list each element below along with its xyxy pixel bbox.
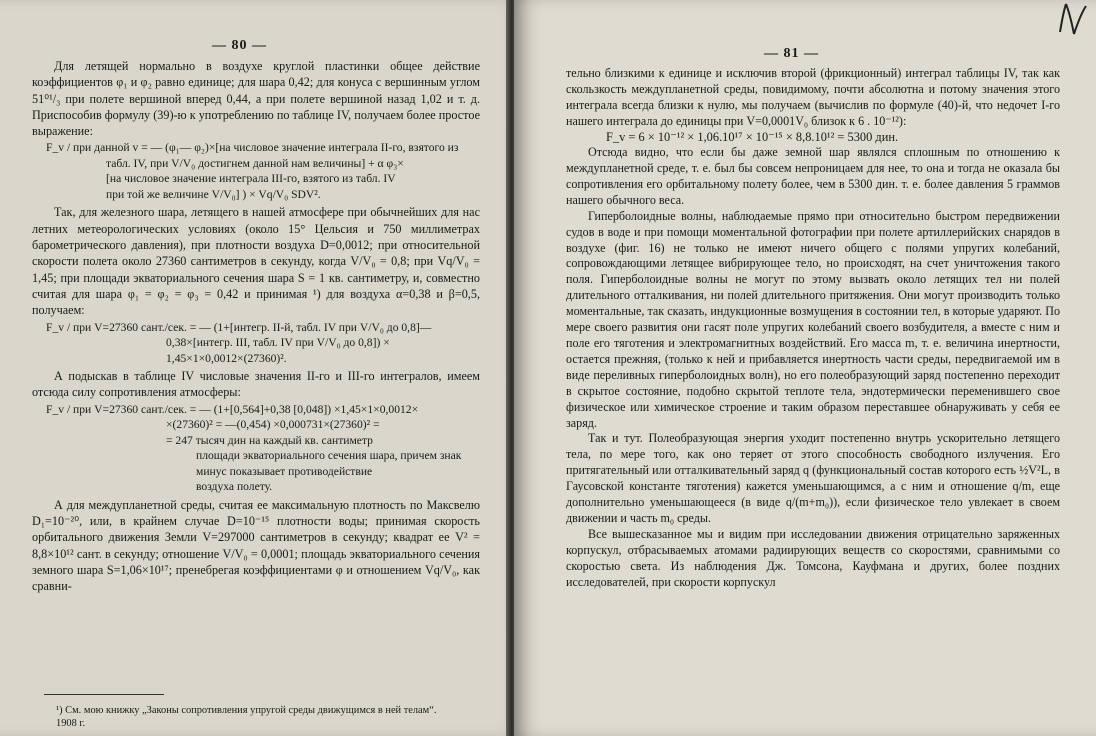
formula-block: [32, 402, 480, 495]
formula-line: при той же величине V/V₀] ) × Vq/V₀ SDV².: [106, 187, 321, 201]
paragraph: А подыскав в таблице IV числовые значения II-го и III-го интегралов, имеем отсюда силу сопротивления атмосферы:: [32, 369, 480, 400]
right-page-body: [566, 66, 1060, 591]
left-page-body: [32, 58, 480, 594]
formula-line: 1,45×1×0,0012×(27360)².: [166, 351, 287, 365]
left-page: [0, 0, 524, 736]
pen-mark-icon: [1052, 2, 1092, 36]
paragraph: Так, для железного шара, летящего в нашей атмосфере при обычнейших для нас летних метеорологических условиях (около 15° Цельсия и 750 миллиметрах барометрического давления), при плотности воздуха D=0,0012; при относительной скорости полета около 27360 сантиметров в секунду, когда V/V₀ = 0,8; при Vq/V₀ = 1,45; при площади экваториального сечения шара S = 1 кв. сантиметру, и, совместно считая для шара φ₁ = φ₂ = φ₃ = 0,42 и принимая ¹) для воздуха α=0,38 и β=0,5, получаем:: [32, 205, 480, 318]
paragraph: Все вышесказанное мы и видим при исследовании движения отрицательно заряженных корпускул, отбрасываемых атомами радиирующих веществ со скоростями, сравнимыми со скоростью света. Из наблюдения Дж. Томсона, Кауфмана и других, более поздних исследователей, при скорости корпускул: [566, 526, 1060, 589]
formula-line: табл. IV, при V/V₀ достигнем данной нам величины] + α φ₃×: [106, 156, 404, 170]
page-number: — 81 —: [764, 46, 819, 61]
footnote: ¹) См. мою книжку „Законы сопротивления упругой среды движущимся в ней телам“. 1908 г.: [56, 705, 437, 729]
formula-line: F_v = 6 × 10⁻¹² × 1,06.10¹⁷ × 10⁻¹⁵ × 8,8.10¹² = 5300 дин.: [606, 129, 899, 144]
formula-line: воздуха полету.: [196, 480, 273, 494]
formula-line: = 247 тысяч дин на каждый кв. сантиметр: [166, 433, 373, 447]
formula-line: 0,38×[интегр. III, табл. IV при V/V₀ до 0,8]) ×: [166, 336, 390, 350]
formula-line: F_v / при V=27360 сант./сек. = — (1+[интегр. II-й, табл. IV при V/V₀ до 0,8]—: [46, 320, 432, 334]
footnote-divider: [44, 694, 164, 695]
paragraph: Для летящей нормально в воздухе круглой пластинки общее действие коэффициентов φ₁ и φ₂ равно единице; для шара 0,42; для конуса с вершинным углом 51⁰¹/₃ при полете вершиной вперед 0,44, а при полете вершиной назад 1,02 и т. д. Приспособив формулу (39)-ю к употреблению по таблице IV, получаем более простое выражение:: [32, 59, 480, 139]
formula-line: [на числовое значение интеграла III-го, взятого из табл. IV: [106, 172, 396, 186]
paragraph: тельно близкими к единице и исключив второй (фрикционный) интеграл таблицы IV, так как скользкость междупланетной среды, повидимому, почти абсолютна и потому значения этого интеграла всегда близки к нулю, мы получаем (вычислив по формуле (40)-й, что недочет I-го нашего интеграла до единицы при V=0,0001V₀ близок к 6 . 10⁻¹²):: [566, 66, 1060, 128]
paragraph: Так и тут. Полеобразующая энергия уходит постепенно внутрь ускорительно летящего тела, по мере того, как оно теряет от этого способность свободного излучения. Его притягательный или отталкивательный заряд q (функциональный состав которого есть ½V²L, в Гаусовской константе тяготения) кажется уменьшающимся, а с ним и отношение q/m, еще дополнительно уменьшающееся (в виде q/(m+m₀)), если физическое тело увлекает в своем движении и часть m₀ среды.: [566, 431, 1060, 525]
paragraph: Отсюда видно, что если бы даже земной шар являлся сплошным по отношению к междупланетной среде, т. е. был бы совсем непроницаем для нее, то она и тогда не оказала бы сопротивления его орбитальному полету более, чем в 5300 дин. т. е. более давления 5 граммов нашего обычного веса.: [566, 145, 1060, 207]
formula-line: площади экваториального сечения шара, причем знак минус показывает противодействие: [196, 449, 462, 478]
formula-line: F_v / при данной v = — (φ₁— φ₂)×[на числовое значение интеграла II-го, взятого из: [46, 141, 459, 155]
formula-line: F_v / при V=27360 сант./сек. = — (1+[0,564]+0,38 [0,048]) ×1,45×1×0,0012×: [46, 402, 419, 416]
formula-line: ×(27360)² = —(0,454) ×0,000731×(27360)² =: [166, 418, 380, 432]
formula-block: [32, 140, 480, 202]
right-page: [514, 0, 1096, 736]
paragraph: Гиперболоидные волны, наблюдаемые прямо при относительно быстром передвижении судов в воде и при помощи моментальной фотографии при полете артиллерийских снарядов в воздухе (фиг. 16) не только не имеют ничего общего с полями упругих колебаний, сопровождающими летящее вибрирующее тело, но происходят, на счет уничтожения такого поля. Гиперболоидные волны не могут по этому вызвать около летящих тел ни полей длительного отталкивания, ни полей длительного притяжения. Они могут производить только моментальные, так сказать, индукционные возмущения в состоянии тел, в которые ударяют. По мере своего развития они гасят поле упругих колебаний своего возбудителя, а вместе с ним и поле его тяготения и электромагнитных воздействий. Его масса m, т. е. величина инертности, остается прежняя, (только к ней и прибавляется инертность части среды, передвигаемой им в виде переливных гиперболоидных волн), но его полеобразующий заряд постепенно переходит в скрытое состояние, подобно скрытой теплоте тела, эндотермически переменившего свое физическое или химическое строение и таким образом переставшее обнаруживать у себя ее заряд.: [566, 208, 1060, 430]
paragraph: А для междупланетной среды, считая ее максимальную плотность по Максвелю D₁=10⁻²⁰, или, в крайнем случае D=10⁻¹⁵ плотности воды; принимая скорость орбитального движения Земли V=297000 сантиметров в секунду; квадрат ее V² = 8,8×10¹² сант. в секунду; отношение V/V₀ = 0,0001; площадь экваториального сечения земного шара S=1,06×10¹⁷; пренебрегая коэффициентами φ и отношением Vq/V₀, как сравни-: [32, 497, 480, 594]
page-number: — 80 —: [212, 38, 267, 53]
formula-block: [32, 320, 480, 367]
